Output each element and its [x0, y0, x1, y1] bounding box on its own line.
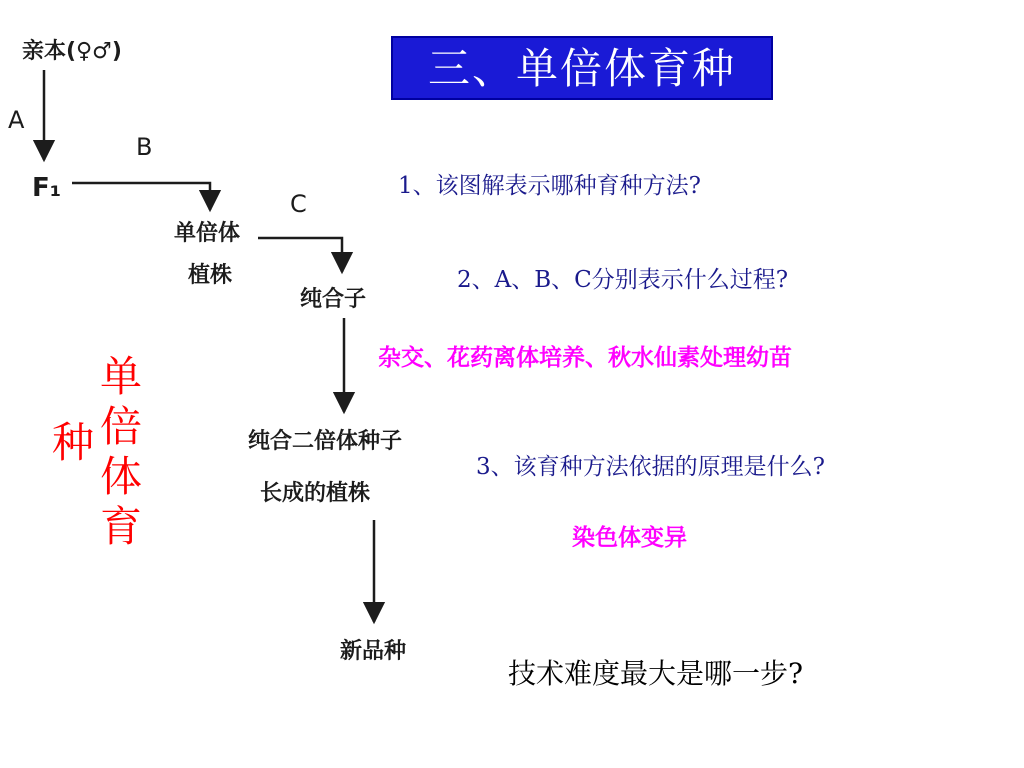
- node-haploid-line1: 单倍体: [174, 221, 241, 246]
- step-c-label: C: [290, 190, 307, 218]
- node-diploid-line2: 长成的植株: [260, 481, 371, 506]
- question-2: 2、A、B、C分别表示什么过程?: [457, 267, 789, 293]
- question-4: 技术难度最大是哪一步?: [508, 657, 804, 690]
- side-char-5: 种: [51, 418, 94, 467]
- question-1: 1、该图解表示哪种育种方法?: [398, 173, 701, 199]
- side-char-3: 体: [99, 452, 142, 501]
- answer-2: 杂交、花药离体培养、秋水仙素处理幼苗: [378, 345, 792, 371]
- side-char-4: 育: [99, 502, 142, 551]
- page-title: 三、单倍体育种: [427, 44, 736, 93]
- arrow-c: [258, 238, 342, 272]
- node-haploid-line2: 植株: [188, 263, 233, 288]
- node-new-variety: 新品种: [340, 639, 407, 664]
- node-pure: 纯合子: [300, 287, 367, 312]
- side-label-col-right: [98, 352, 144, 552]
- side-char-1: 单: [99, 352, 142, 401]
- side-char-2: 倍: [99, 402, 142, 451]
- question-3: 3、该育种方法依据的原理是什么?: [476, 454, 825, 480]
- step-b-label: B: [136, 133, 153, 161]
- node-diploid-line1: 纯合二倍体种子: [248, 429, 403, 454]
- node-parents: 亲本(♀♂): [22, 39, 122, 64]
- node-f1: F₁: [32, 173, 62, 203]
- side-label-col-left: [50, 418, 96, 468]
- answer-3: 染色体变异: [572, 525, 687, 551]
- step-a-label: A: [8, 106, 25, 134]
- arrow-b: [72, 183, 210, 210]
